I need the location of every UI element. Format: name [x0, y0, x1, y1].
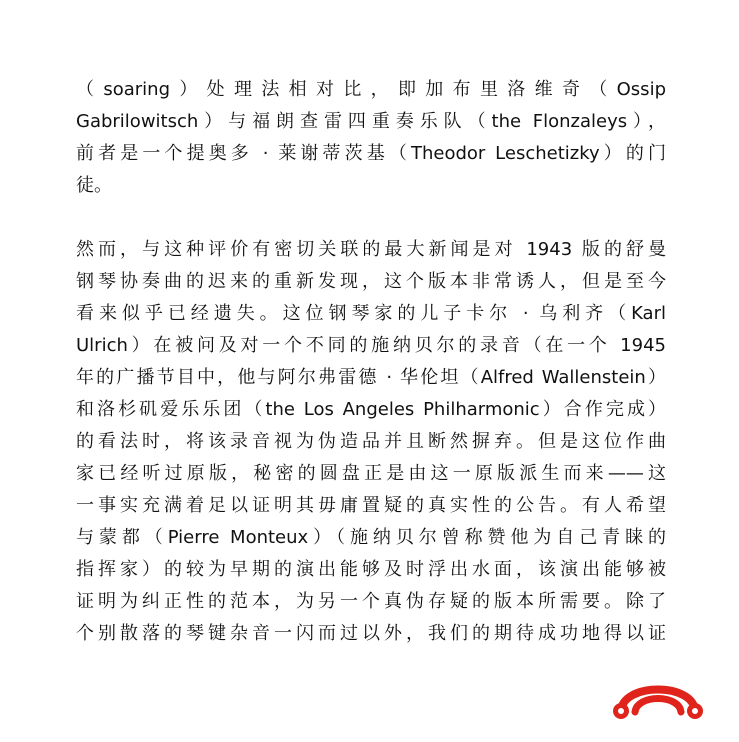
text-line: 的看法时，将该录音视为伪造品并且断然摒弃。但是这位作曲 [76, 431, 666, 452]
headphones-logo-icon [607, 676, 709, 722]
text-line: 然而，与这种评价有密切关联的最大新闻是对 1943 版的舒曼 [76, 239, 666, 260]
paragraph-2 [76, 234, 666, 650]
text-line: 个别散落的琴键杂音一闪而过以外，我们的期待成功地得以证 [76, 623, 666, 644]
text-line: Gabrilowitsch）与福朗查雷四重奏乐队（the Flonzaleys）， [76, 111, 666, 132]
text-line: Ulrich）在被问及对一个不同的施纳贝尔的录音（在一个 1945 [76, 335, 666, 356]
text-line: 前者是一个提奥多 · 莱谢蒂茨基（Theodor Leschetizky）的门 [76, 143, 666, 164]
text-line: 和洛杉矶爱乐乐团（the Los Angeles Philharmonic）合作完成） [76, 399, 666, 420]
text-line: 一事实充满着足以证明其毋庸置疑的真实性的公告。有人希望 [76, 495, 666, 516]
text-line: 看来似乎已经遗失。这位钢琴家的儿子卡尔 · 乌利齐（Karl [76, 303, 666, 324]
text-line: 家已经听过原版，秘密的圆盘正是由这一原版派生而来——这 [76, 463, 666, 484]
paragraph-1 [76, 74, 666, 202]
text-line: 指挥家）的较为早期的演出能够及时浮出水面，该演出能够被 [76, 559, 666, 580]
text-line: 钢琴协奏曲的迟来的重新发现，这个版本非常诱人，但是至今 [76, 271, 666, 292]
text-line: 徒。 [76, 175, 112, 196]
text-line: 证明为纠正性的范本，为另一个真伪存疑的版本所需要。除了 [76, 591, 666, 612]
text-line: 与蒙都（Pierre Monteux）（施纳贝尔曾称赞他为自己青睐的 [76, 527, 666, 548]
text-line: （soaring）处理法相对比，即加布里洛维奇（Ossip [76, 79, 666, 100]
document-body [76, 74, 666, 650]
text-line: 年的广播节目中，他与阿尔弗雷德 · 华伦坦（Alfred Wallenstein） [76, 367, 666, 388]
